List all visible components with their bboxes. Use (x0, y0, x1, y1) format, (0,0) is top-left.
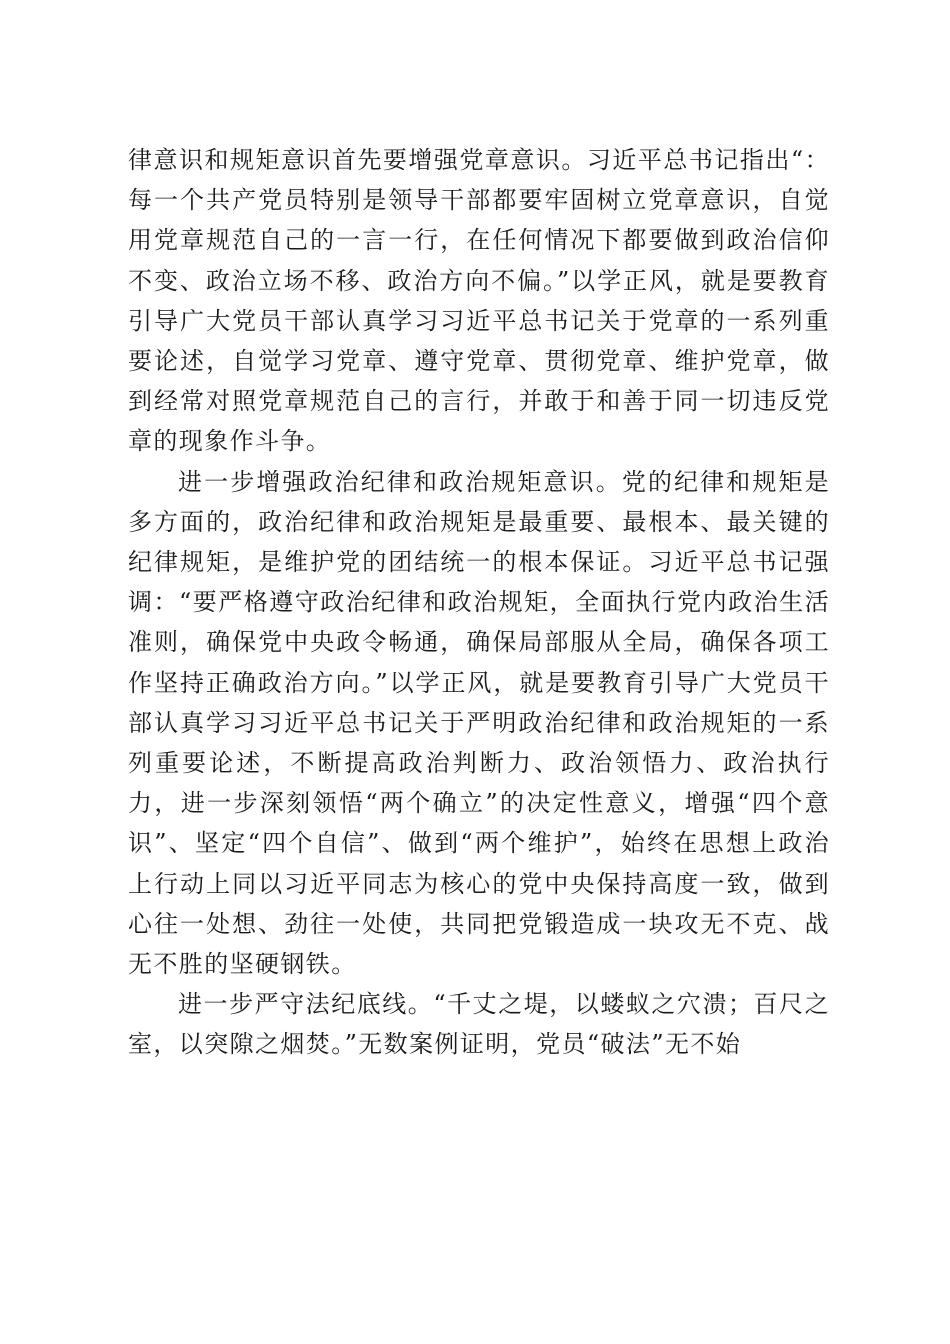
document-body (128, 140, 830, 1065)
paragraph-party-constitution: 律意识和规矩意识首先要增强党章意识。习近平总书记指出“：每一个共产党员特别是领导干部都要牢固树立党章意识，自觉用党章规范自己的一言一行，在任何情况下都要做到政治信仰不变、政治立场不移、政治方向不偏。”以学正风，就是要教育引导广大党员干部认真学习习近平总书记关于党章的一系列重要论述，自觉学习党章、遵守党章、贯彻党章、维护党章，做到经常对照党章规范自己的言行，并敢于和善于同一切违反党章的现象作斗争。 (128, 146, 830, 456)
paragraph-law-bottom-line: 进一步严守法纪底线。“千丈之堤，以蝼蚁之穴溃；百尺之室，以突隙之烟焚。”无数案例证明，党员“破法”无不始 (128, 990, 830, 1059)
paragraph-political-discipline: 进一步增强政治纪律和政治规矩意识。党的纪律和规矩是多方面的，政治纪律和政治规矩是最重要、最根本、最关键的纪律规矩，是维护党的团结统一的根本保证。习近平总书记强调：“要严格遵守政治纪律和政治规矩，全面执行党内政治生活准则，确保党中央政令畅通，确保局部服从全局，确保各项工作坚持正确政治方向。”以学正风，就是要教育引导广大党员干部认真学习习近平总书记关于严明政治纪律和政治规矩的一系列重要论述，不断提高政治判断力、政治领悟力、政治执行力，进一步深刻领悟“两个确立”的决定性意义，增强“四个意识”、坚定“四个自信”、做到“两个维护”，始终在思想上政治上行动上同以习近平同志为核心的党中央保持高度一致，做到心往一处想、劲往一处使，共同把党锻造成一块攻无不克、战无不胜的坚硬钢铁。 (128, 467, 830, 979)
